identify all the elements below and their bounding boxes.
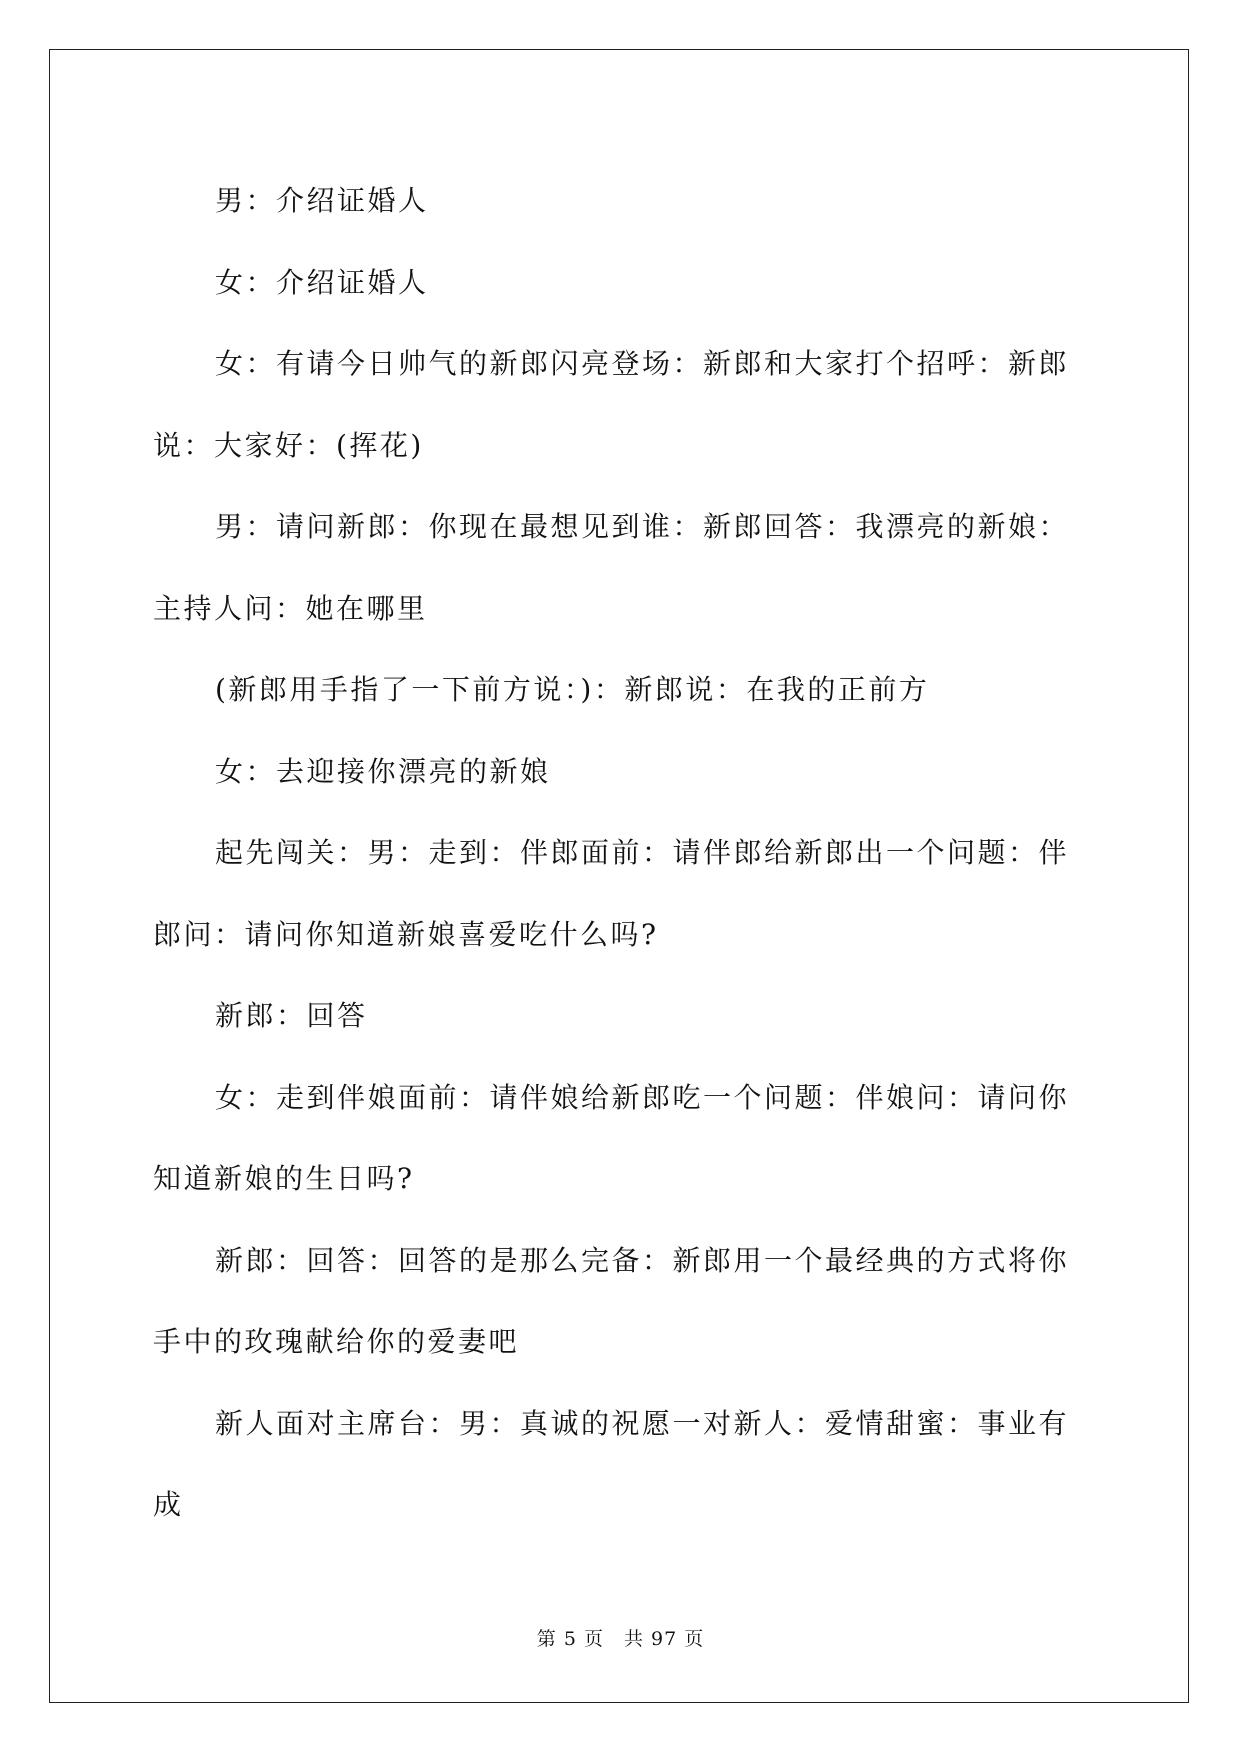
paragraph: 女：去迎接你漂亮的新娘 [215,754,551,788]
document-body [153,160,1088,1546]
page-number: 第 5 页 [536,1628,604,1650]
paragraph: 新人面对主席台：男：真诚的祝愿一对新人：爱情甜蜜：事业有成 [153,1406,1070,1521]
paragraph: 新郎：回答 [215,999,368,1032]
paragraph: 新郎：回答：回答的是那么完备：新郎用一个最经典的方式将你手中的玫瑰献给你的爱妻吧 [153,1243,1070,1358]
paragraph: 男：介绍证婚人 [215,184,429,217]
paragraph: 女：有请今日帅气的新郎闪亮登场：新郎和大家打个招呼：新郎说：大家好：(挥花) [153,347,1070,462]
page-total: 共 97 页 [623,1628,705,1650]
paragraph: 男：请问新郎：你现在最想见到谁：新郎回答：我漂亮的新娘：主持人问：她在哪里 [153,510,1070,625]
paragraph: 女：介绍证婚人 [215,265,429,299]
page-footer [0,1624,1241,1651]
paragraph: (新郎用手指了一下前方说：)：新郎说：在我的正前方 [215,673,930,706]
paragraph: 起先闯关：男：走到：伴郎面前：请伴郎给新郎出一个问题：伴郎问：请问你知道新娘喜爱吃什么吗? [153,836,1070,951]
paragraph: 女：走到伴娘面前：请伴娘给新郎吃一个问题：伴娘问：请问你知道新娘的生日吗? [153,1080,1070,1195]
